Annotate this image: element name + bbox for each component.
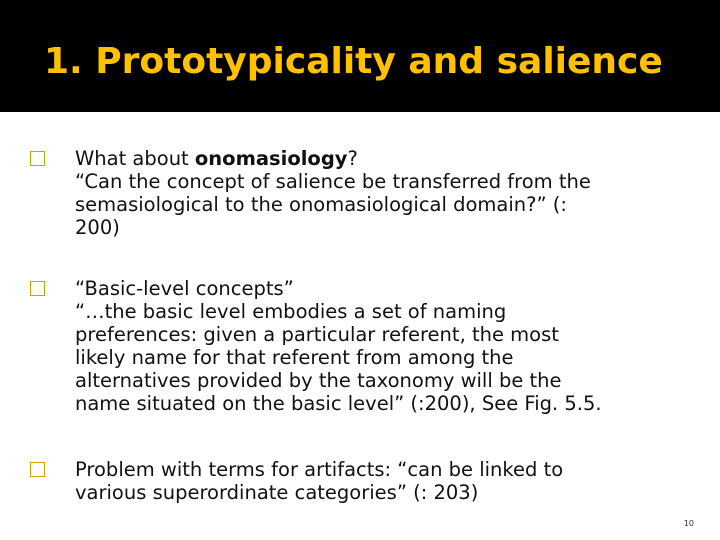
heading-prefix: What about <box>75 147 195 170</box>
bullet-heading: “Basic-level concepts” <box>75 277 294 300</box>
bullet-body <box>75 277 602 415</box>
bullet-line: likely name for that referent from among the <box>75 346 514 369</box>
slide-title: 1. Prototypicality and salience <box>44 41 663 82</box>
bullet-body <box>75 458 563 504</box>
bullet-line: “…the basic level embodies a set of naming <box>75 300 507 323</box>
bullet-box-icon <box>30 462 45 477</box>
heading-suffix: ? <box>347 147 358 170</box>
bullet-body <box>75 147 591 239</box>
page-number: 10 <box>683 519 694 528</box>
bullet-box-icon <box>30 281 45 296</box>
bullet-box-icon <box>30 151 45 166</box>
bullet-line: semasiological to the onomasiological domain?” (: <box>75 193 567 216</box>
title-bar <box>0 0 720 112</box>
bullet-item-artifacts <box>30 458 563 504</box>
bullet-line: 200) <box>75 216 120 239</box>
bullet-line: various superordinate categories” (: 203) <box>75 481 479 504</box>
bullet-line: Problem with terms for artifacts: “can be linked to <box>75 458 564 481</box>
bullet-line: alternatives provided by the taxonomy will be the <box>75 369 562 392</box>
bullet-item-basic-level <box>30 277 602 415</box>
bullet-line: “Can the concept of salience be transferred from the <box>75 170 591 193</box>
bullet-item-onomasiology <box>30 147 591 239</box>
bullet-line: name situated on the basic level” (:200), See Fig. 5.5. <box>75 392 602 415</box>
bullet-heading <box>75 147 591 170</box>
heading-bold-term: onomasiology <box>194 147 348 170</box>
bullet-line: preferences: given a particular referent, the most <box>75 323 559 346</box>
